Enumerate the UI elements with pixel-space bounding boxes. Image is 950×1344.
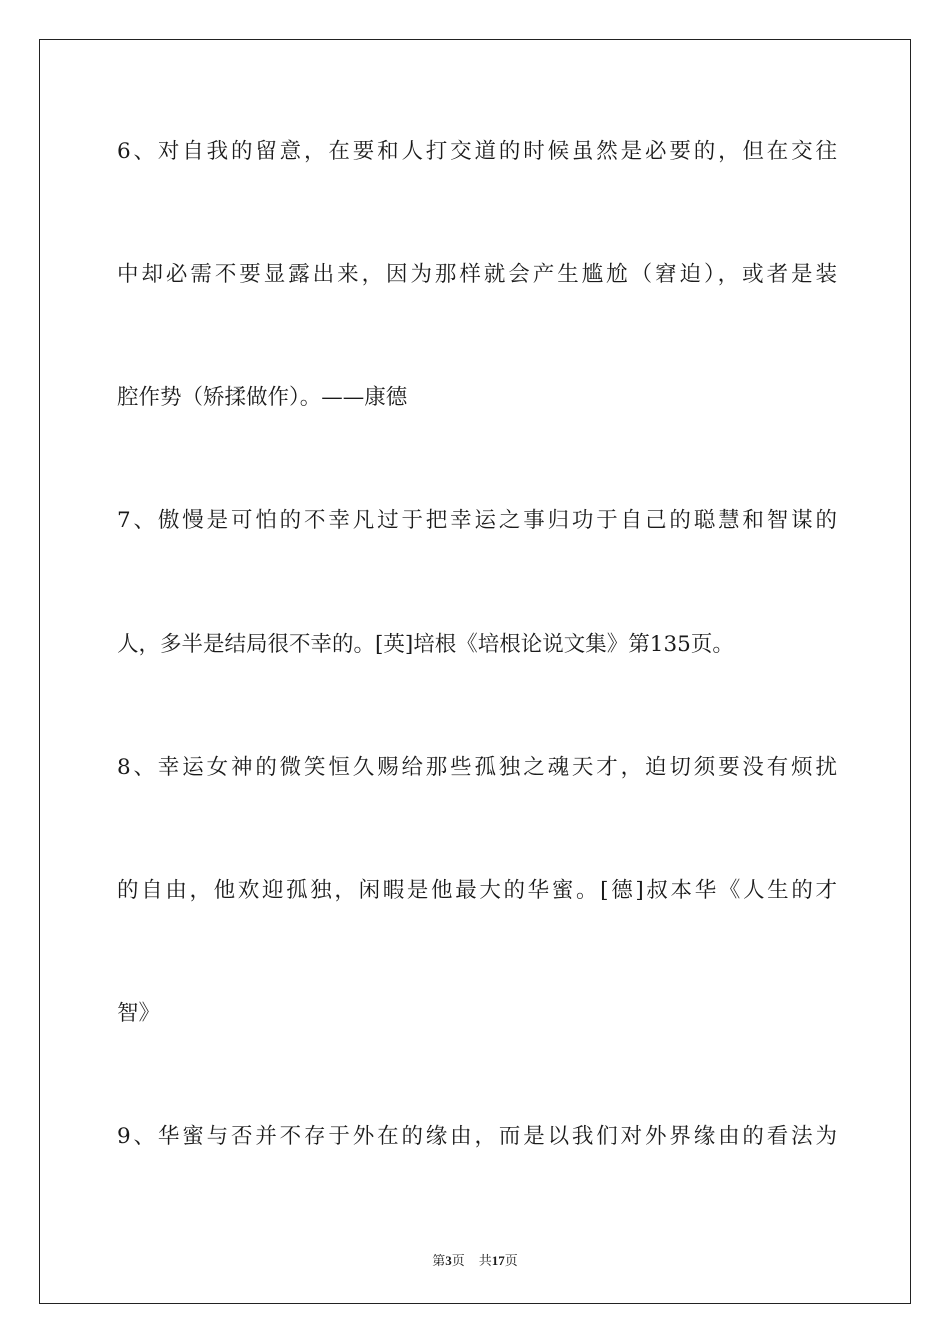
footer-total-unit: 页 xyxy=(504,1253,518,1268)
text-line-2: 中却必需不要显露出来，因为那样就会产生尴尬（窘迫），或者是装 xyxy=(117,262,837,287)
text-line-8: 智》 xyxy=(117,1001,161,1026)
page-footer xyxy=(0,1250,950,1269)
text-line-7: 的自由，他欢迎孤独，闲暇是他最大的华蜜。[德]叔本华《人生的才 xyxy=(117,878,837,903)
footer-page-current: 3 xyxy=(445,1253,452,1268)
text-line-9: 9、华蜜与否并不存于外在的缘由，而是以我们对外界缘由的看法为 xyxy=(117,1124,837,1149)
footer-page-unit: 页 xyxy=(451,1253,465,1268)
page-border xyxy=(39,39,911,1304)
footer-total-prefix: 共 xyxy=(478,1253,492,1268)
footer-page-total: 17 xyxy=(491,1253,505,1268)
text-line-3: 腔作势（矫揉做作）。——康德 xyxy=(117,385,408,410)
text-line-1: 6、对自我的留意，在要和人打交道的时候虽然是必要的，但在交往 xyxy=(117,139,837,164)
text-line-4: 7、傲慢是可怕的不幸凡过于把幸运之事归功于自己的聪慧和智谋的 xyxy=(117,508,837,533)
footer-page-prefix: 第 xyxy=(432,1253,446,1268)
text-line-5: 人，多半是结局很不幸的。[英]培根《培根论说文集》第135页。 xyxy=(117,632,734,657)
text-line-6: 8、幸运女神的微笑恒久赐给那些孤独之魂天才，迫切须要没有烦扰 xyxy=(117,755,837,780)
